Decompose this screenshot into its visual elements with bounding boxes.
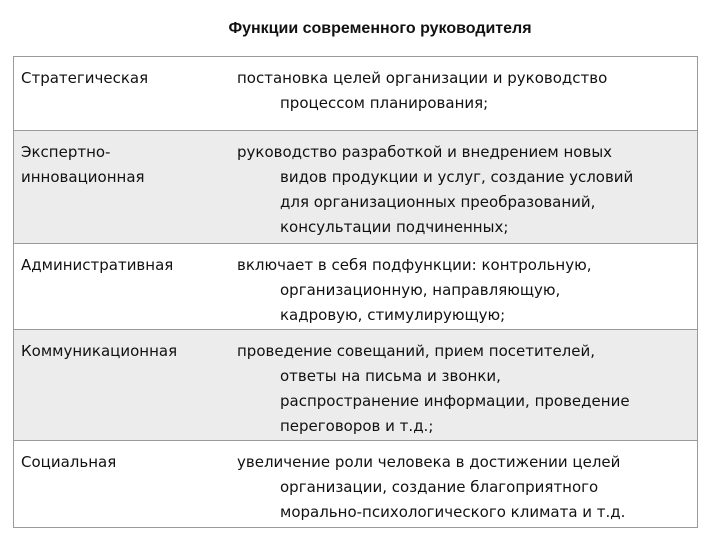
function-description [237,339,695,439]
description-line: руководство разработкой и внедрением новых [237,143,613,161]
table-row-expert-innovation [14,130,697,244]
function-name-text: Социальная [21,453,117,471]
function-description [237,140,695,240]
description-line: кадровую, стимулирующую; [280,306,506,324]
function-name [21,339,231,364]
table-row-social [14,440,697,528]
description-line: процессом планирования; [280,94,489,112]
description-line: для организационных преобразований, [280,193,596,211]
description-line: проведение совещаний, прием посетителей, [237,342,596,360]
function-description [237,66,695,116]
function-name [21,140,231,190]
description-line: консультации подчиненных; [280,218,509,236]
description-line: постановка целей организации и руководство [237,69,608,87]
description-line: включает в себя подфункции: контрольную, [237,256,592,274]
description-line: организационную, направляющую, [280,281,561,299]
description-line: ответы на письма и звонки, [280,367,501,385]
function-name-text: Административная [21,256,174,274]
function-name-text: инновационная [21,168,145,186]
table-row-administrative [14,243,697,330]
description-line: видов продукции и услуг, создание условий [280,168,634,186]
description-line: увеличение роли человека в достижении целей [237,453,621,471]
function-name [21,253,231,278]
description-line: морально-психологического климата и т.д. [280,503,626,521]
function-name-text: Экспертно- [21,143,111,161]
description-line: распространение информации, проведение [280,392,630,410]
functions-table [13,56,698,528]
function-name-text: Коммуникационная [21,342,178,360]
function-name [21,450,231,475]
function-description [237,253,695,328]
table-row-communication [14,329,697,441]
description-line: переговоров и т.д.; [280,417,434,435]
description-line: организации, создание благоприятного [280,478,599,496]
function-name [21,66,231,91]
table-row-strategic [14,57,697,130]
function-description [237,450,695,525]
function-name-text: Стратегическая [21,69,149,87]
page-title: Функции современного руководителя [228,20,532,37]
